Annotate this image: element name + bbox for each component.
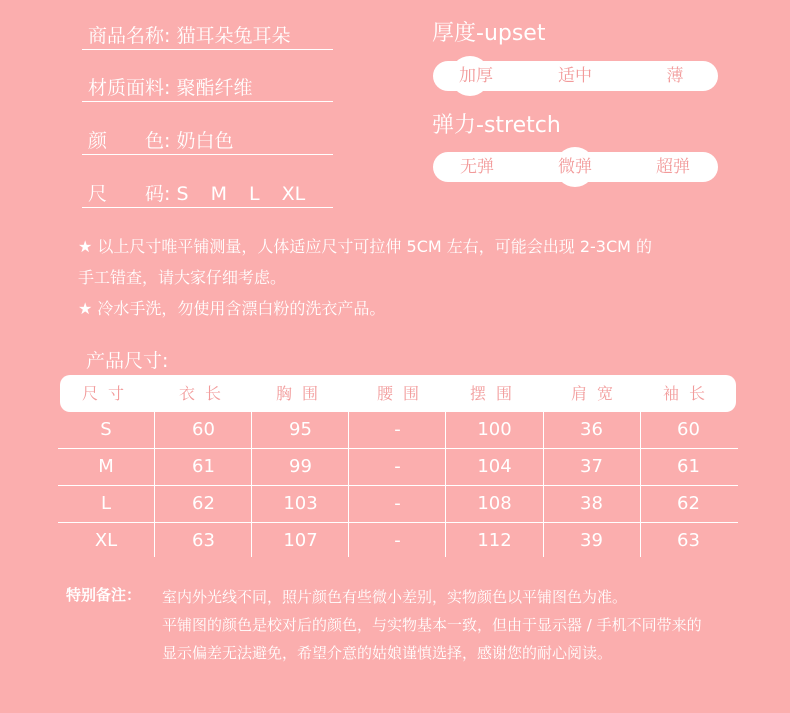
cell-sleeve: 61: [677, 456, 700, 477]
cell-sleeve: 63: [677, 530, 700, 551]
elasticity-scale: [433, 152, 718, 182]
table-divider: [154, 412, 155, 557]
cell-shoulder: 37: [580, 456, 603, 477]
thickness-option-thin: 薄: [666, 66, 684, 86]
size-label: 尺 码:: [88, 183, 171, 205]
cell-length: 60: [192, 419, 215, 440]
size-option-l: L: [249, 183, 260, 205]
cell-sleeve: 60: [677, 419, 700, 440]
cell-sleeve: 62: [677, 493, 700, 514]
remark-line-3: 显示偏差无法避免，希望介意的姑娘谨慎选择，感谢您的耐心阅读。: [162, 644, 613, 662]
note-line-2: 手工错查，请大家仔细考虑。: [78, 268, 287, 287]
size-table-body: [58, 412, 738, 559]
table-divider: [543, 412, 544, 557]
header-chest: 胸围: [275, 384, 328, 403]
size-option-xl: XL: [281, 183, 306, 205]
cell-waist: -: [394, 493, 401, 514]
cell-chest: 103: [283, 493, 318, 514]
remark-line-1: 室内外光线不同，照片颜色有些微小差别，实物颜色以平铺图色为准。: [162, 588, 628, 606]
header-shoulder: 肩宽: [570, 384, 623, 403]
cell-hem: 100: [477, 419, 512, 440]
product-name-label: 商品名称:: [88, 25, 171, 47]
cell-waist: -: [394, 419, 401, 440]
material-value: 聚酯纤维: [176, 77, 253, 99]
remarks-title: 特别备注：: [66, 586, 142, 604]
thickness-title: 厚度-upset: [432, 21, 546, 46]
size-table-title: 产品尺寸:: [86, 350, 169, 372]
cell-waist: -: [394, 530, 401, 551]
header-length: 衣长: [178, 384, 231, 403]
size-option-m: M: [210, 183, 227, 205]
elasticity-option-high: 超弹: [656, 157, 690, 177]
material-label: 材质面料:: [88, 77, 171, 99]
product-name-row: [82, 22, 333, 50]
table-row: [58, 449, 738, 486]
cell-shoulder: 36: [580, 419, 603, 440]
cell-shoulder: 38: [580, 493, 603, 514]
cell-hem: 104: [477, 456, 512, 477]
cell-length: 62: [192, 493, 215, 514]
table-divider: [251, 412, 252, 557]
size-option-s: S: [176, 183, 189, 205]
cell-length: 61: [192, 456, 215, 477]
color-row: [82, 127, 333, 155]
cell-size: L: [100, 493, 112, 514]
product-name-value: 猫耳朵兔耳朵: [176, 25, 291, 47]
size-options: [176, 180, 321, 208]
header-waist: 腰围: [376, 384, 429, 403]
header-sleeve: 袖长: [662, 384, 715, 403]
cell-size: M: [98, 456, 114, 477]
thickness-option-thick: 加厚: [459, 66, 493, 86]
cell-size: S: [100, 419, 112, 440]
cell-length: 63: [192, 530, 215, 551]
elasticity-option-slight: 微弹: [558, 157, 592, 177]
note-line-1: ★ 以上尺寸唯平铺测量，人体适应尺寸可拉伸 5CM 左右，可能会出现 2-3CM 的: [78, 237, 653, 256]
table-row: [58, 412, 738, 449]
cell-hem: 108: [477, 493, 512, 514]
cell-waist: -: [394, 456, 401, 477]
table-divider: [640, 412, 641, 557]
remark-line-2: 平铺图的颜色是校对后的颜色，与实物基本一致，但由于显示器 / 手机不同带来的: [162, 616, 702, 634]
header-size: 尺寸: [81, 384, 134, 403]
header-hem: 摆围: [469, 384, 522, 403]
table-row: [58, 523, 738, 559]
cell-chest: 107: [283, 530, 318, 551]
thickness-scale: [433, 61, 718, 91]
thickness-option-medium: 适中: [558, 66, 592, 86]
elasticity-option-none: 无弹: [460, 157, 494, 177]
note-line-3: ★ 冷水手洗，勿使用含漂白粉的洗衣产品。: [78, 299, 386, 318]
cell-chest: 99: [289, 456, 312, 477]
cell-hem: 112: [477, 530, 512, 551]
cell-chest: 95: [289, 419, 312, 440]
size-row: [82, 180, 333, 208]
cell-shoulder: 39: [580, 530, 603, 551]
cell-size: XL: [94, 530, 118, 551]
color-label: 颜 色:: [88, 130, 171, 152]
color-value: 奶白色: [176, 130, 234, 152]
table-divider: [445, 412, 446, 557]
size-table-header: [60, 375, 736, 412]
elasticity-title: 弹力-stretch: [432, 113, 561, 138]
table-row: [58, 486, 738, 523]
table-divider: [348, 412, 349, 557]
material-row: [82, 74, 333, 102]
